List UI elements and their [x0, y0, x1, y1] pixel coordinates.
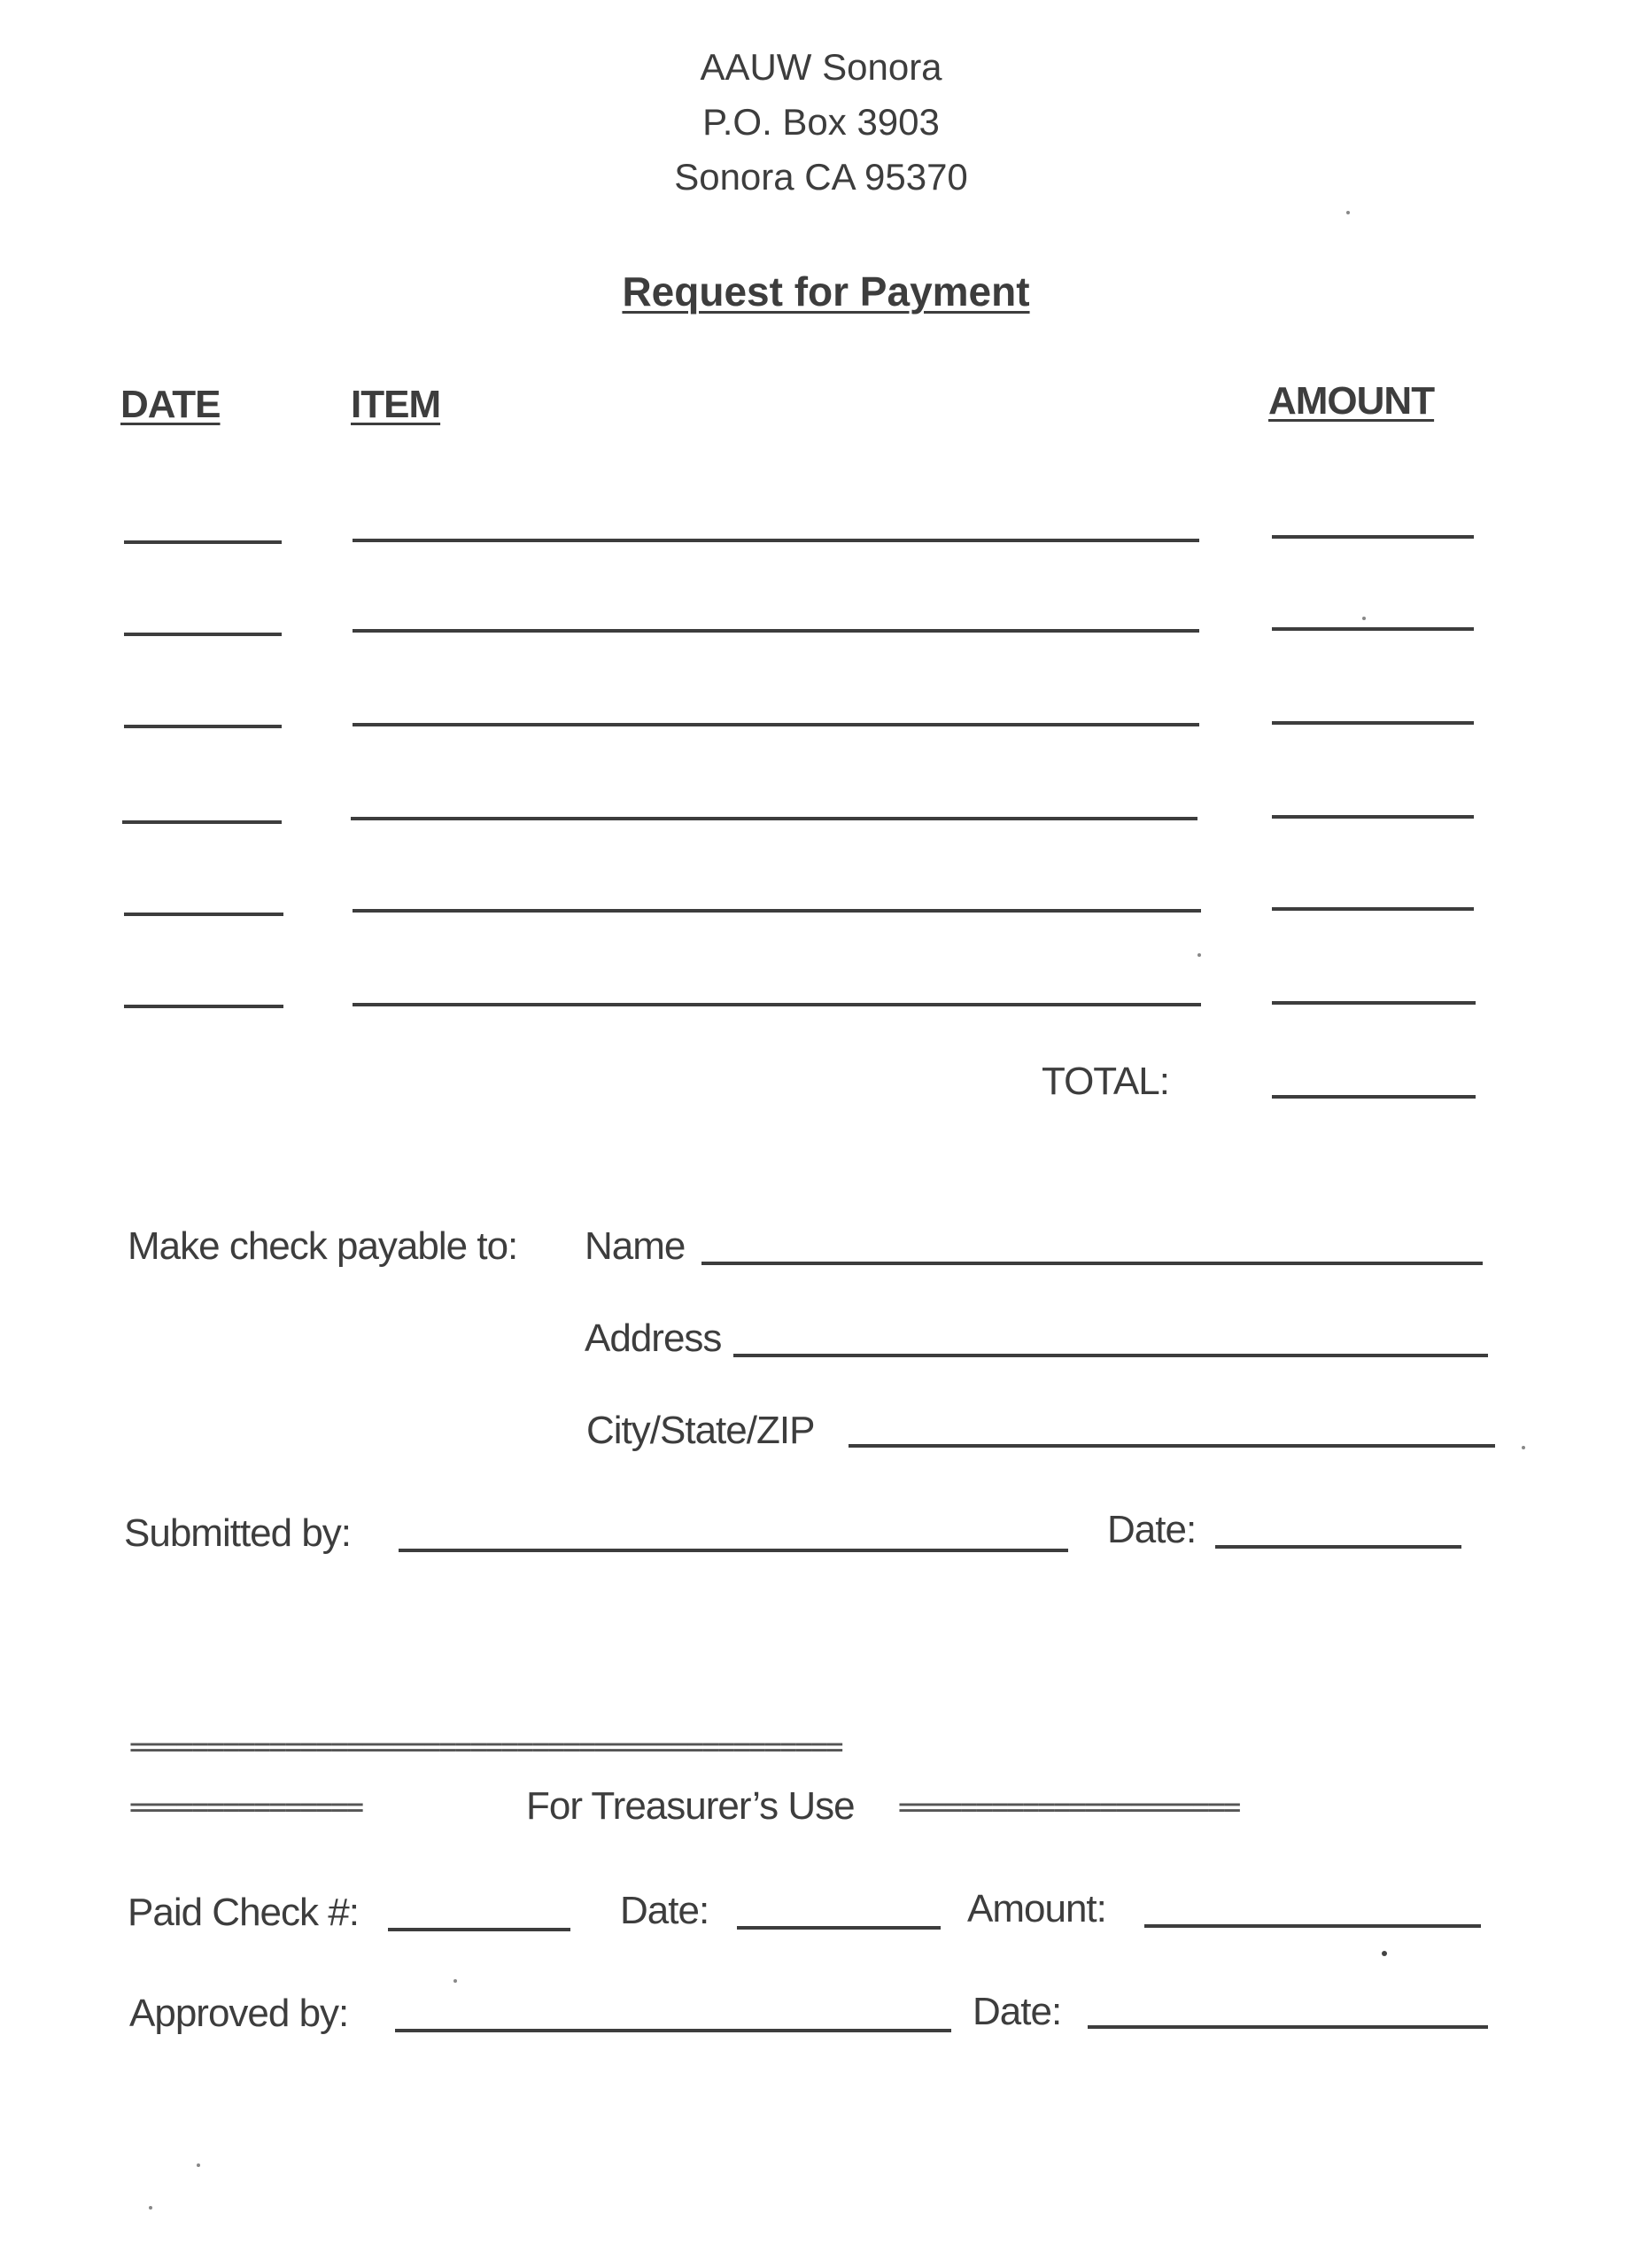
org-po-box: P.O. Box 3903	[702, 101, 940, 143]
date-column-header: DATE	[120, 383, 221, 426]
scan-speck	[453, 1979, 457, 1983]
separator-line: ==============================================	[129, 1729, 841, 1765]
submitted-by-field[interactable]	[399, 1549, 1068, 1552]
row-1-date-field[interactable]	[124, 540, 282, 544]
paid-date-label: Date:	[620, 1889, 709, 1932]
approved-by-field[interactable]	[395, 2029, 951, 2032]
row-6-item-field[interactable]	[353, 1003, 1201, 1006]
row-6-amount-field[interactable]	[1272, 1001, 1476, 1005]
row-5-amount-field[interactable]	[1272, 907, 1474, 911]
org-city: Sonora CA 95370	[674, 156, 968, 198]
paid-check-label: Paid Check #:	[128, 1891, 359, 1934]
row-5-date-field[interactable]	[124, 913, 283, 916]
payable-to-label: Make check payable to:	[128, 1224, 518, 1268]
payee-name-field[interactable]	[701, 1262, 1483, 1265]
total-field[interactable]	[1272, 1095, 1476, 1099]
scan-speck	[1382, 1951, 1387, 1956]
approved-date-field[interactable]	[1088, 2025, 1488, 2029]
row-2-item-field[interactable]	[353, 629, 1199, 633]
name-label: Name	[585, 1224, 686, 1268]
scan-speck	[1522, 1446, 1525, 1449]
item-column-header: ITEM	[351, 383, 441, 426]
address-label: Address	[585, 1317, 722, 1360]
row-2-amount-field[interactable]	[1272, 627, 1474, 631]
approved-date-label: Date:	[973, 1990, 1062, 2033]
amount-column-header: AMOUNT	[1268, 379, 1435, 423]
row-3-item-field[interactable]	[353, 723, 1199, 726]
row-4-item-field[interactable]	[351, 817, 1197, 820]
scan-speck	[197, 2163, 200, 2167]
row-1-amount-field[interactable]	[1272, 535, 1474, 539]
city-state-zip-label: City/State/ZIP	[586, 1409, 815, 1452]
submitted-by-label: Submitted by:	[124, 1511, 352, 1555]
org-name: AAUW Sonora	[700, 46, 942, 88]
approved-by-label: Approved by:	[129, 1992, 349, 2035]
payee-address-field[interactable]	[733, 1354, 1488, 1357]
paid-check-field[interactable]	[388, 1928, 570, 1931]
row-4-amount-field[interactable]	[1272, 815, 1474, 819]
row-1-item-field[interactable]	[353, 539, 1199, 542]
submitted-date-field[interactable]	[1215, 1545, 1461, 1549]
scan-speck	[1362, 617, 1366, 620]
paid-amount-field[interactable]	[1144, 1924, 1481, 1928]
separator-left: ===============	[129, 1790, 362, 1825]
row-3-amount-field[interactable]	[1272, 721, 1474, 725]
row-4-date-field[interactable]	[122, 820, 282, 824]
total-label: TOTAL:	[1042, 1060, 1169, 1103]
row-6-date-field[interactable]	[124, 1005, 283, 1008]
payee-city-state-zip-field[interactable]	[849, 1444, 1495, 1448]
row-3-date-field[interactable]	[124, 725, 282, 728]
scan-speck	[1197, 953, 1201, 957]
paid-amount-label: Amount:	[967, 1887, 1106, 1930]
paid-date-field[interactable]	[737, 1926, 941, 1930]
scan-speck	[1346, 211, 1350, 214]
submitted-date-label: Date:	[1107, 1508, 1197, 1551]
separator-right: ======================	[898, 1790, 1239, 1825]
row-2-date-field[interactable]	[124, 633, 282, 636]
row-5-item-field[interactable]	[353, 909, 1201, 913]
treasurer-use-heading: For Treasurer’s Use	[526, 1784, 855, 1828]
scan-speck	[149, 2206, 152, 2210]
form-title: Request for Payment	[622, 268, 1030, 315]
